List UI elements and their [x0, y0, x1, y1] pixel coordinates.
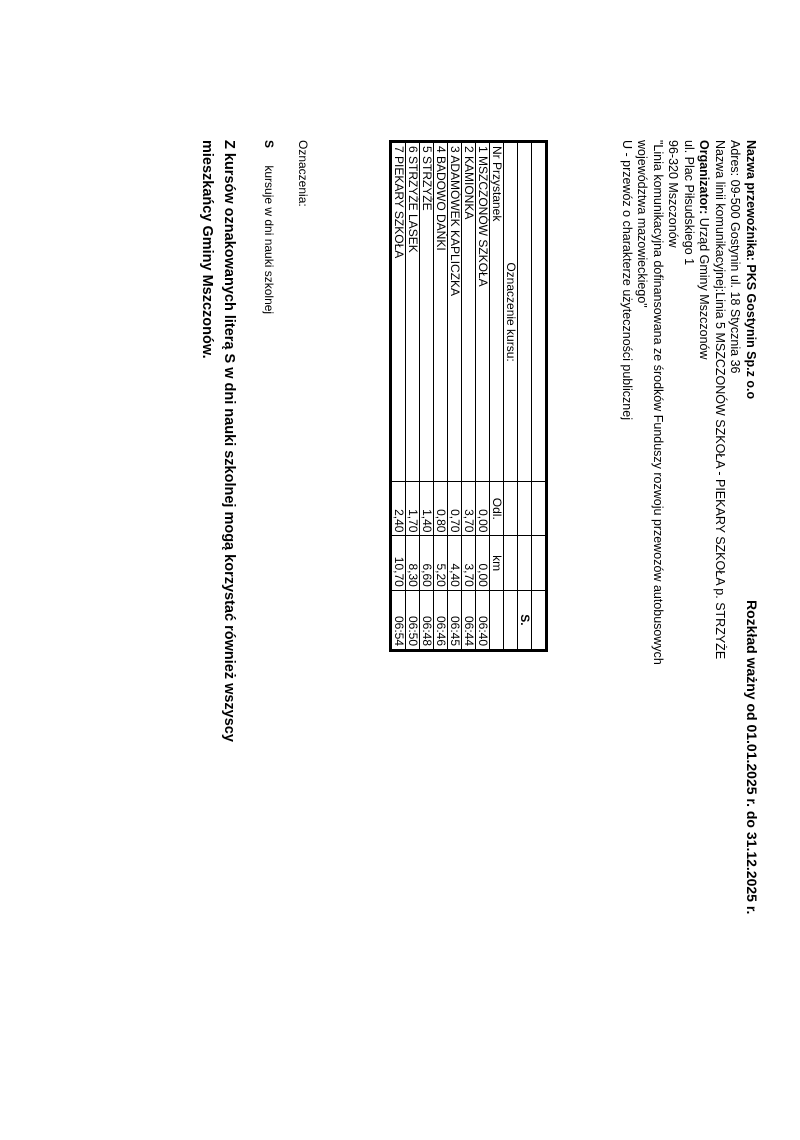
- timetable-table: [389, 140, 548, 652]
- stop-dist: 0,80: [434, 482, 448, 536]
- course-designation-label: Oznaczenie kursu:: [504, 142, 518, 482]
- stop-name: 4 BADOWO DAŃKI: [434, 142, 448, 482]
- carrier-name: PKS Gostynin Sp.z o.o: [744, 264, 758, 400]
- col-km-header: km: [490, 536, 504, 590]
- stop-dist: 1,40: [420, 482, 434, 536]
- line-name: Linia 5 MSZCZONÓW SZKOŁA - PIEKARY SZKOŁA p. STRZYŻE: [713, 292, 727, 660]
- stop-name: 1 MSZCZONÓW SZKOŁA: [476, 142, 490, 482]
- footer-note: [196, 140, 240, 742]
- stop-dist: 2,40: [391, 482, 406, 536]
- table-row: [420, 142, 434, 651]
- stop-time: 06:40: [476, 590, 490, 650]
- stop-name: 5 STRZYŻE: [420, 142, 434, 482]
- legend: [262, 140, 310, 314]
- stop-name: 7 PIEKARY SZKOŁA: [391, 142, 406, 482]
- organizer: Urząd Gminy Mszczonów: [697, 217, 712, 360]
- legend-entry: [262, 140, 276, 314]
- line-name-line: Nazwa linii komunikacyjnej:Linia 5 MSZCZONÓW SZKOŁA - PIEKARY SZKOŁA p. STRZYŻE: [713, 140, 727, 660]
- table-row: [391, 142, 406, 651]
- street: ul. Plac Piłsudskiego 1: [682, 140, 696, 266]
- stop-dist: 0,00: [476, 482, 490, 536]
- course-symbol: S.: [518, 590, 532, 650]
- funding-line-2: województwa mazowieckiego": [635, 140, 650, 308]
- table-row-blank: [532, 142, 547, 651]
- table-row: [476, 142, 490, 651]
- stop-dist: 3,70: [462, 482, 476, 536]
- table-row-course-symbol: [518, 142, 532, 651]
- stop-time: 06:54: [391, 590, 406, 650]
- footer-line-2: mieszkańcy Gminy Mszczonów.: [199, 140, 215, 359]
- stop-time: 06:45: [448, 590, 462, 650]
- stop-time: 06:50: [406, 590, 420, 650]
- postcode-city: 96-320 Mszczonów: [666, 140, 681, 248]
- stop-dist: 1,70: [406, 482, 420, 536]
- table-row-course-label: [504, 142, 518, 651]
- legend-title: Oznaczenia:: [296, 140, 310, 207]
- funding-line-1: "Linia komunikacyjna dofinansowana ze środków Funduszy rozwoju przewozów autobusowych: [651, 140, 665, 665]
- stop-time: 06:48: [420, 590, 434, 650]
- stop-km: 8,30: [406, 536, 420, 590]
- table-header-row: [490, 142, 504, 651]
- legend-description: kursuje w dni nauki szkolnej: [262, 165, 276, 315]
- table-row: [406, 142, 420, 651]
- table-row: [462, 142, 476, 651]
- table-row: [448, 142, 462, 651]
- col-stop-header: Nr Przystanek: [490, 142, 504, 482]
- stop-km: 10,70: [391, 536, 406, 590]
- stop-km: 6,60: [420, 536, 434, 590]
- stop-km: 3,70: [462, 536, 476, 590]
- validity-period: Rozkład ważny od 01.01.2025 r. do 31.12.2025 r.: [744, 600, 760, 915]
- stop-time: 06:44: [462, 590, 476, 650]
- carrier-line: Nazwa przewoźnika: PKS Gostynin Sp.z o.o: [744, 140, 758, 400]
- stop-km: 5,20: [434, 536, 448, 590]
- public-utility-note: U - przewóz o charakterze użyteczności publicznej: [620, 140, 634, 420]
- stop-dist: 0,70: [448, 482, 462, 536]
- organizer-line: Organizator: Urząd Gminy Mszczonów: [697, 140, 712, 360]
- table-row: [434, 142, 448, 651]
- stop-name: 2 KAMIONKA: [462, 142, 476, 482]
- footer-line-1: Z kursów oznakowanych literą S w dni nauki szkolnej mogą korzystać również wszyscy: [221, 140, 237, 742]
- col-dist-header: Odl.: [490, 482, 504, 536]
- stop-name: 6 STRZYŻE LASEK: [406, 142, 420, 482]
- address: 09-500 Gostynin ul. 18 Stycznia 36: [728, 179, 743, 374]
- legend-symbol: S: [262, 140, 276, 149]
- address-line: Adres: 09-500 Gostynin ul. 18 Stycznia 36: [728, 140, 743, 374]
- stop-km: 0,00: [476, 536, 490, 590]
- stop-km: 4,40: [448, 536, 462, 590]
- stop-name: 3 ADAMÓWEK KAPLICZKA: [448, 142, 462, 482]
- carrier-info: [619, 140, 759, 665]
- stop-time: 06:46: [434, 590, 448, 650]
